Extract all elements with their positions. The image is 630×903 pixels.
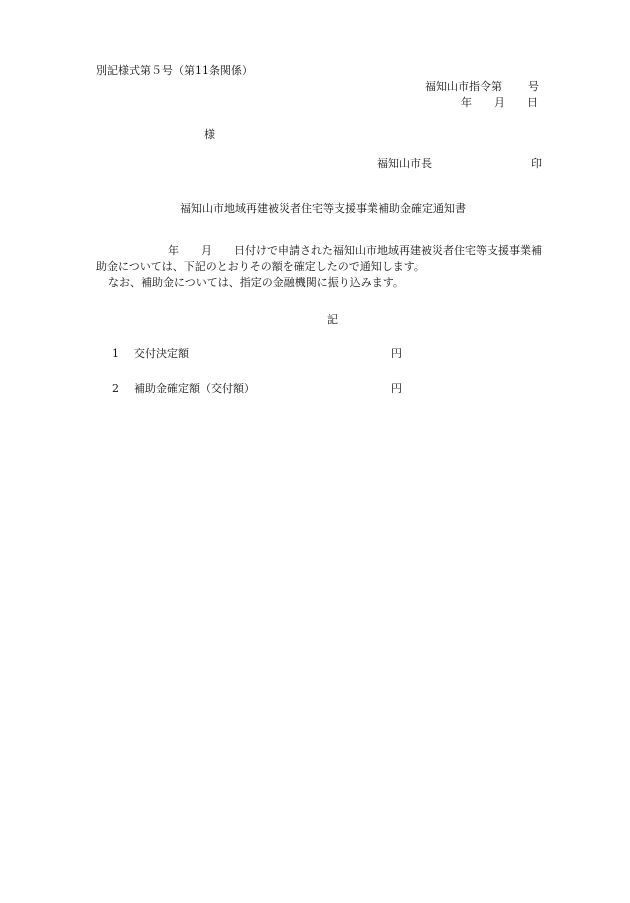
document-number [425, 80, 539, 94]
issue-date-year: 年 [461, 96, 472, 109]
addressee-honorific: 様 [204, 128, 215, 141]
issuer-name: 福知山市長 [377, 157, 432, 170]
body-year: 年 [168, 244, 179, 257]
issue-date [461, 96, 538, 110]
document-title: 福知山市地域再建被災者住宅等支援事業補助金確定通知書 [180, 202, 466, 215]
item-number: 2 [112, 382, 119, 395]
document-number-suffix: 号 [528, 80, 539, 93]
list-item [112, 347, 402, 361]
body-month: 月 [201, 244, 212, 257]
list-item [112, 382, 402, 396]
seal-mark: 印 [531, 157, 542, 170]
issue-date-month: 月 [494, 96, 505, 109]
body-line-1-text: 日付けで申請された福知山市地域再建被災者住宅等支援事業補 [234, 244, 542, 257]
body-paragraph-line-1 [168, 244, 542, 258]
issuer [377, 157, 542, 171]
issue-date-day: 日 [527, 96, 538, 109]
item-label: 交付決定額 [134, 347, 189, 360]
item-unit: 円 [391, 382, 402, 395]
body-paragraph-line-3: なお、補助金については、指定の金融機関に振り込みます。 [108, 276, 404, 289]
document-number-prefix: 福知山市指令第 [425, 80, 502, 93]
item-number: 1 [112, 347, 119, 360]
ki-heading: 記 [327, 313, 338, 326]
item-unit: 円 [391, 347, 402, 360]
item-label: 補助金確定額（交付額） [134, 382, 255, 395]
form-label: 別記様式第５号（第11条関係） [96, 64, 253, 77]
body-paragraph-line-2: 助金については、下記のとおりその額を確定したので通知します。 [96, 260, 425, 273]
